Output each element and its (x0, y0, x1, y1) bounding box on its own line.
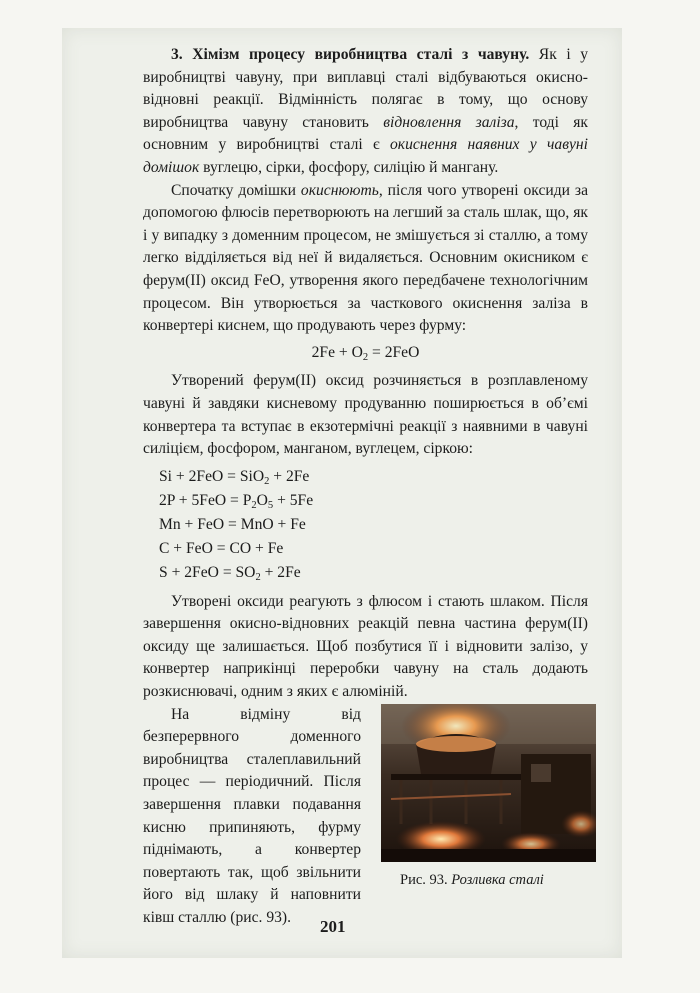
emphasis-reduction: відновлення заліза (383, 113, 515, 131)
paragraph-5: На відміну від безперервного доменного виробництва сталеплавильний процес — періодичний. Після завершення плавки подавання кисню припиняють, фурму піднімають, а конвертер повертають так, щоб звільнити його від шлаку й наповнити ківш сталлю (рис. 93). (143, 705, 361, 926)
paragraph-2: Спочатку домішки окиснюють, після чого утворені оксиди за допомогою флюсів перетворюють на легший за сталь шлак, що, як і у випадку з доменним процесом, не змішується зі сталлю, а тому легко відділяється від неї й видаляється. Основним окисником є ферум(ІІ) оксид FeO, утворення якого передбачене технологічним процесом. Він утворюється за часткового окиснення заліза в конвертері киснем, що продувають через фурму: (143, 181, 589, 335)
steel-casting-illustration (381, 704, 596, 862)
emphasis-oxidize: окиснюють (300, 181, 379, 199)
equation-silicon: Si + 2FeO = SiO$_2$ + 2Fe (159, 467, 310, 487)
figure-number: Рис. 93. (400, 872, 448, 888)
paragraph-4: Утворені оксиди реагують з флюсом і стають шлаком. Після завершення окисно-відновних реакцій певна частина ферум(ІІ) оксиду ще залишається. Щоб позбутися її і відновити залізо, у конвертер наприкінці переробки чавуну на сталь додають розкиснювачі, одним з яких є алюміній. (143, 592, 588, 701)
figure-caption (400, 870, 544, 890)
figure-title: Розливка сталі (451, 872, 544, 888)
equation-manganese: Mn + FeO = MnO + Fe (159, 515, 306, 533)
figure-steel-casting-photo (381, 704, 596, 862)
equation-phosphorus: $2P + 5FeO = P_2O_5 + 5Fe$ (159, 491, 314, 511)
page-number: 201 (320, 917, 346, 936)
section-heading: 3. Хімізм процесу виробництва сталі з чавуну. (171, 46, 530, 63)
paragraph-3: Утворений ферум(ІІ) оксид розчиняється в розплавленому чавуні й завдяки кисневому продуванню поширюється в об’ємі конвертера та вступає в екзотермічні реакції з наявними в чавуні силіцієм, фосфором, манганом, вуглецем, сіркою: (143, 372, 588, 458)
equation-sulfur: $S + 2FeO = SO_2 + 2Fe$ (159, 563, 301, 583)
paragraph-1: 3. Хімізм процесу виробництва сталі з чавуну. Як і у виробництві чавуну, при виплавці сталі відбуваються окисно-відновні реакції. Відмінність полягає в тому, що основу виробництва чавуну становить відновлення заліза, тоді як основним у виробництві сталі є окиснення наявних у чавуні домішок вуглецю, сірки, фосфору, силіцію й мангану. (143, 46, 589, 176)
equation-list (159, 465, 588, 585)
emphasis-oxidation: окиснення наявних у чавуні домішок (143, 136, 588, 176)
equation-iron-oxidation: $2Fe + O_2 = 2FeO$ (311, 343, 420, 363)
equation-carbon: C + FeO = CO + Fe (159, 539, 284, 557)
